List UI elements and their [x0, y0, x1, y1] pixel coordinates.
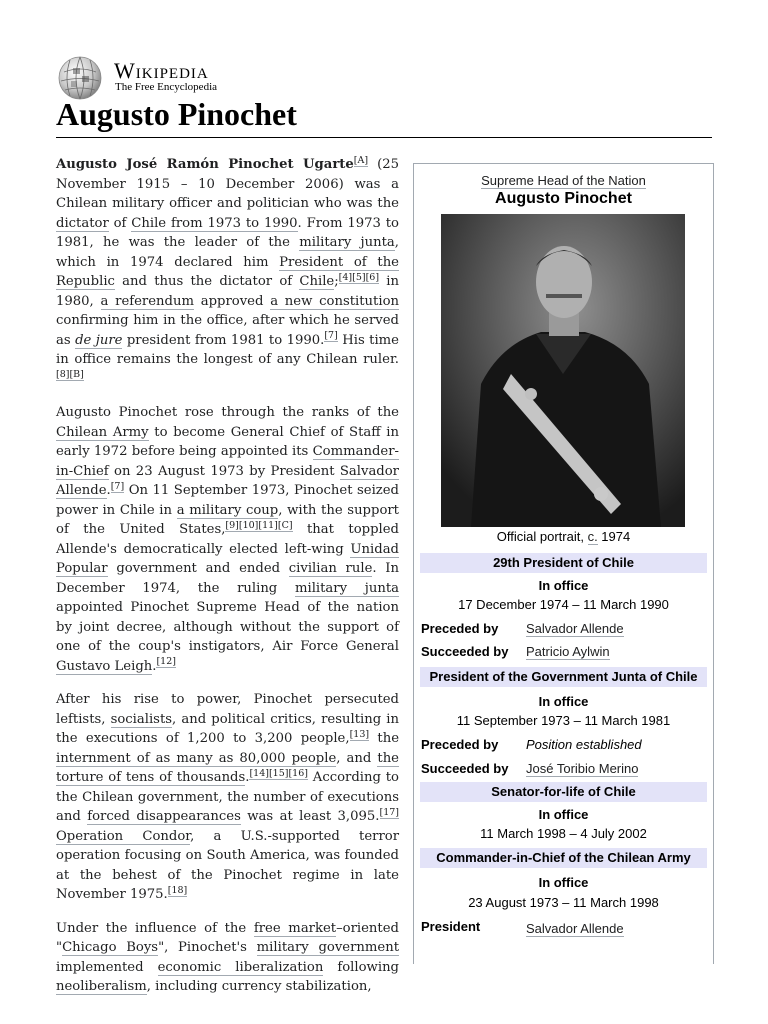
text: –oriented "	[56, 920, 399, 955]
text: and thus the dictator of	[114, 274, 300, 289]
text: approved	[193, 293, 271, 309]
subject-name: Augusto José Ramón Pinochet Ugarte	[56, 157, 354, 172]
header-label: 29th President of Chile	[493, 555, 634, 570]
infobox-header-senator[interactable]	[420, 782, 707, 802]
caption-year: 1974	[597, 529, 631, 544]
link-military-junta[interactable]: military junta	[294, 580, 399, 596]
header-label: Commander-in-Chief of the Chilean Army	[436, 850, 691, 865]
ref-13[interactable]: [13]	[349, 728, 370, 740]
paragraph-intro	[56, 155, 399, 389]
text: Augusto Pinochet rose through the ranks of the	[56, 405, 399, 420]
ref-9-10-11-c[interactable]: [9][10][11][C]	[225, 519, 293, 531]
link-new-constitution[interactable]: a new constitution	[270, 293, 399, 309]
row-label: Succeeded by	[421, 644, 509, 659]
article-body	[56, 155, 399, 1011]
text: on 23 August 1973 by President	[108, 463, 340, 479]
portrait-caption	[414, 529, 713, 544]
row-label: Succeeded by	[421, 761, 509, 776]
link-free-market[interactable]: free market	[253, 920, 337, 936]
infobox-header-commander-in-chief[interactable]	[420, 848, 707, 868]
infobox-header-president-of-chile[interactable]	[420, 553, 707, 573]
link-succeeded-by[interactable]: Patricio Aylwin	[526, 644, 610, 659]
paragraph-repression	[56, 690, 399, 905]
ref-12[interactable]: [12]	[156, 656, 176, 668]
link-dictator[interactable]: dictator	[56, 215, 109, 231]
link-chilean-army[interactable]: Chilean Army	[56, 424, 149, 440]
ref-7[interactable]: [7]	[324, 330, 338, 342]
caption-text: Official portrait,	[496, 529, 588, 544]
link-forced-disappearances[interactable]: forced disappearances	[87, 809, 241, 824]
text: that toppled Allende's democratically elected left-wing	[56, 522, 399, 557]
link-circa[interactable]: c.	[587, 529, 598, 544]
in-office-label: In office	[538, 807, 589, 822]
text: (25 November 1915 – 10 December 2006) was a Chilean military officer and politician who was the	[56, 157, 400, 211]
text: implemented	[56, 959, 158, 975]
text: . From 1973 to 1981, he was the leader of the	[56, 215, 399, 250]
wikipedia-globe-icon	[56, 54, 104, 102]
page-title: Augusto Pinochet	[56, 96, 297, 132]
ref-7[interactable]: [7]	[110, 480, 125, 492]
header-label: President of the Government Junta of Chile	[429, 669, 698, 684]
text: Under the influence of the	[56, 920, 254, 936]
link-neoliberalism[interactable]: neoliberalism	[56, 979, 147, 994]
ref-18[interactable]: [18]	[167, 884, 188, 896]
link-unidad-popular[interactable]: Unidad Popular	[56, 541, 399, 576]
row-label: Preceded by	[421, 737, 499, 752]
link-chile-1973-1990[interactable]: Chile from 1973 to 1990	[131, 215, 298, 231]
text: On 11 September 1973, Pinochet seized power in Chile in	[56, 483, 399, 518]
text: According to the Chilean government, the number of executions and	[56, 770, 399, 824]
ref-a[interactable]: [A]	[353, 154, 369, 166]
text: , and political critics, resulting in the executions of 1,200 to 3,200 people,	[56, 711, 399, 746]
ref-4-5-6[interactable]: [4][5][6]	[338, 271, 380, 283]
term-dates: 11 March 1998 – 4 July 2002	[480, 826, 647, 841]
text: to become General Chief of Staff in early 1972 before being appointed its	[56, 424, 399, 459]
infobox-above-title-label: Supreme Head of the Nation	[481, 173, 646, 188]
text: president from 1981 to 1990.	[122, 332, 325, 348]
link-succeeded-by[interactable]: José Toribio Merino	[526, 761, 639, 776]
ref-14-15-16[interactable]: [14][15][16]	[249, 767, 308, 779]
text: . In December 1974, the ruling	[56, 561, 399, 596]
text: in 1980,	[56, 274, 399, 309]
link-president-of-republic[interactable]: President of the Republic	[56, 254, 399, 289]
text: ;	[334, 274, 339, 289]
text: of	[108, 215, 132, 231]
link-commander-in-chief[interactable]: Commander-in-Chief	[56, 444, 399, 479]
term-dates: 11 September 1973 – 11 March 1981	[456, 713, 671, 728]
link-preceded-by[interactable]: Salvador Allende	[526, 621, 624, 636]
in-office-label: In office	[538, 875, 589, 890]
text: , which in 1974 declared him	[56, 235, 399, 270]
link-economic-liberalization[interactable]: economic liberalization	[157, 959, 324, 975]
text: the	[369, 731, 399, 746]
paragraph-economy	[56, 919, 399, 997]
text: ", Pinochet's	[158, 940, 257, 955]
infobox	[413, 163, 714, 964]
text: , a U.S.-supported terror operation focusing on South America, was founded at the behest of the Pinochet regime in late November 1975.	[56, 828, 400, 902]
in-office-label: In office	[538, 694, 589, 709]
link-civilian-rule[interactable]: civilian rule	[288, 561, 373, 576]
row-label: Preceded by	[421, 621, 499, 636]
paragraph-rise	[56, 403, 399, 676]
text: After his rise to power, Pinochet persecuted leftists,	[56, 692, 399, 727]
header-label: Senator-for-life of Chile	[491, 784, 636, 799]
link-referendum[interactable]: a referendum	[100, 293, 194, 309]
text: His time in office remains the longest of any Chilean ruler.	[56, 332, 399, 367]
term-dates: 17 December 1974 – 11 March 1990	[458, 597, 669, 612]
wikipedia-tagline: The Free Encyclopedia	[115, 81, 218, 93]
text: , with the support of the United States,	[56, 502, 399, 537]
link-military-government[interactable]: military government	[256, 940, 399, 955]
infobox-header-junta[interactable]	[420, 667, 707, 687]
row-label: President	[421, 919, 481, 934]
text: appointed Pinochet Supreme Head of the nation by joint decree, although without the support of one of the coup's instigators, Air Force General	[56, 600, 399, 654]
link-salvador-allende[interactable]: Salvador Allende	[56, 463, 399, 498]
link-torture[interactable]: the torture of tens of thousands	[56, 750, 399, 785]
in-office-label: In office	[538, 578, 589, 593]
link-military-junta[interactable]: military junta	[299, 235, 395, 250]
text: confirming him in the office, after which he served as	[56, 313, 399, 348]
ref-8-b[interactable]: [8][B]	[56, 369, 84, 381]
text: .	[245, 770, 250, 785]
text: , and	[336, 750, 378, 766]
official-portrait-image[interactable]	[441, 214, 685, 527]
text: .	[152, 658, 157, 674]
title-divider	[56, 137, 712, 138]
term-dates: 23 August 1973 – 11 March 1998	[468, 895, 659, 910]
ref-17[interactable]: [17]	[379, 806, 400, 818]
link-de-jure[interactable]	[75, 333, 122, 349]
link-military-coup[interactable]: a military coup	[176, 502, 279, 518]
text: government and ended	[107, 561, 289, 576]
link-gustavo-leigh[interactable]: Gustavo Leigh	[56, 658, 153, 674]
link-president[interactable]: Salvador Allende	[526, 921, 624, 936]
text: following	[323, 959, 399, 975]
link-chicago-boys[interactable]: Chicago Boys	[62, 940, 159, 955]
infobox-above-title[interactable]	[414, 173, 713, 188]
link-internment[interactable]: internment of as many as 80,000 people	[56, 750, 337, 766]
wikipedia-wordmark: Wikipedia	[114, 58, 209, 83]
link-socialists[interactable]: socialists	[110, 711, 173, 727]
preceded-by-value: Position established	[526, 737, 642, 752]
text: .	[106, 483, 111, 498]
link-de-jure-label: de jure	[75, 332, 123, 348]
link-operation-condor[interactable]: Operation Condor	[56, 828, 191, 844]
text: , including currency stabilization,	[146, 979, 372, 994]
infobox-name: Augusto Pinochet	[495, 190, 632, 207]
text: was at least 3,095.	[240, 809, 380, 824]
link-chile[interactable]: Chile	[299, 274, 335, 289]
